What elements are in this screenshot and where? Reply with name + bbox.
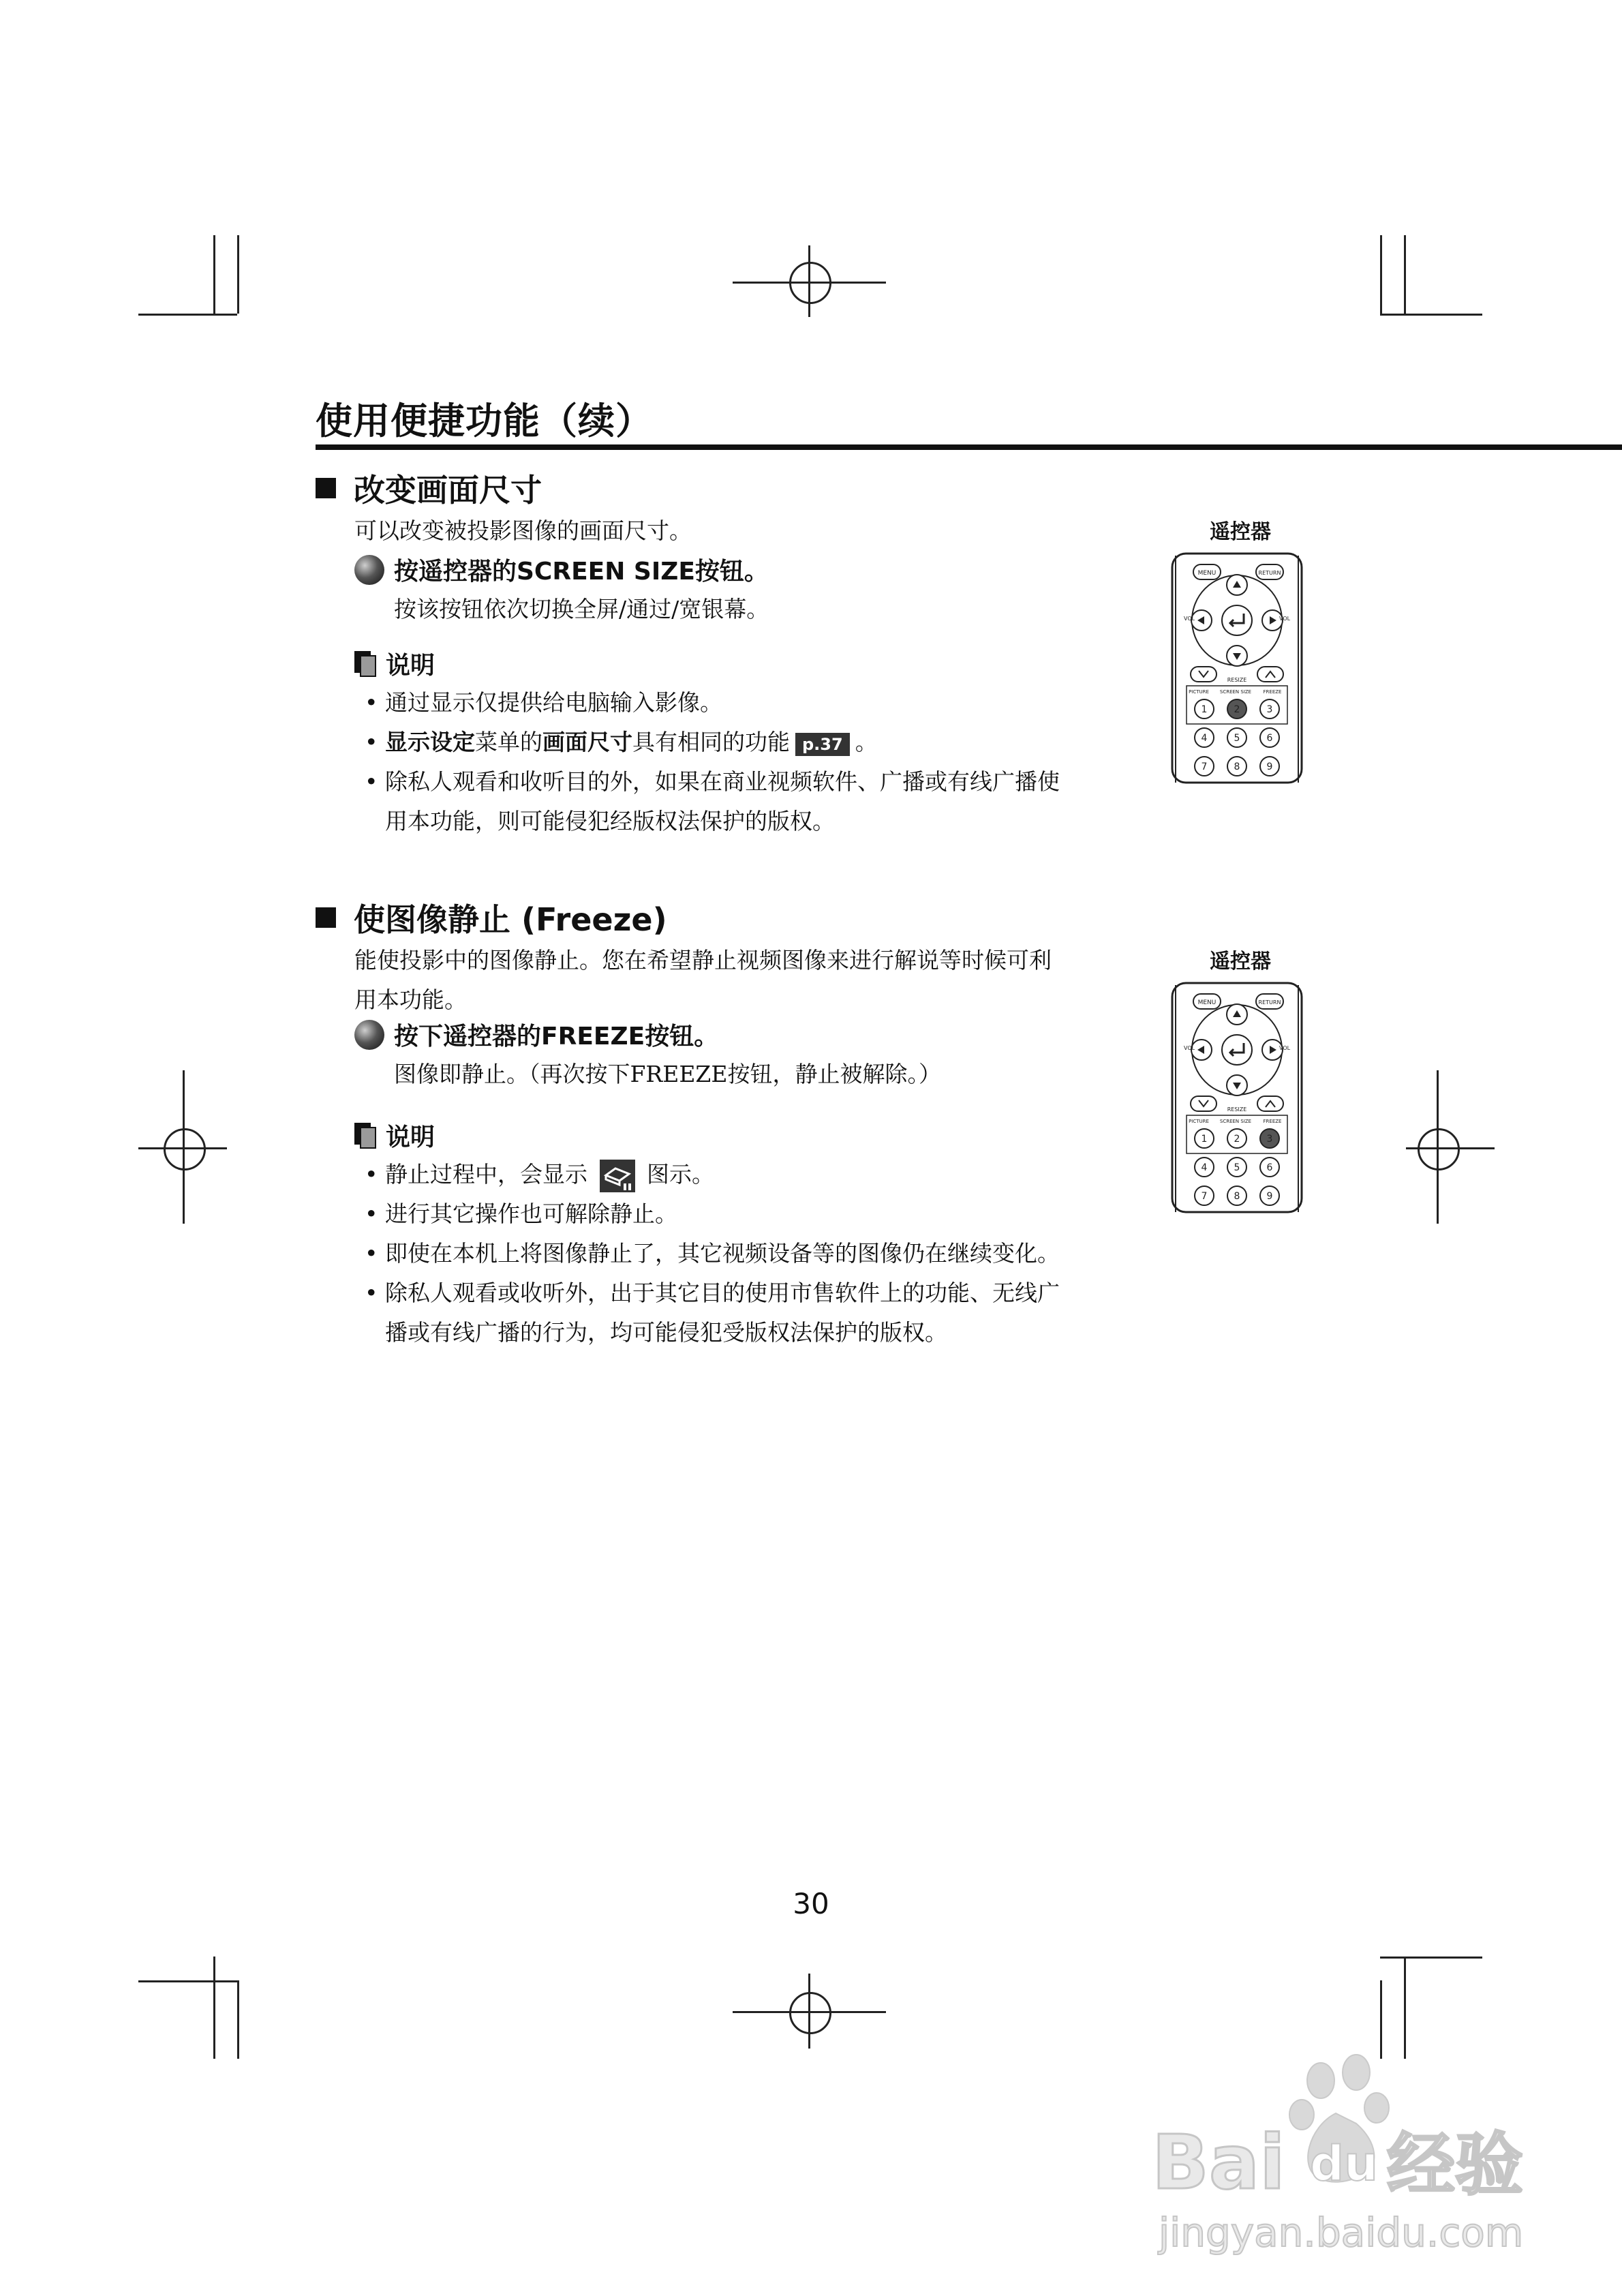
resize-label: RESIZE: [1227, 677, 1247, 683]
watermark-logo-text: Bai: [1152, 2119, 1285, 2206]
freeze-label: FREEZE: [1263, 689, 1282, 695]
section-heading-text: 使图像静止 (Freeze): [354, 901, 667, 938]
svg-text:5: 5: [1234, 733, 1240, 744]
svg-text:3: 3: [1266, 1134, 1273, 1145]
svg-text:7: 7: [1201, 761, 1208, 772]
list-item-text: 静止过程中，会显示: [385, 1161, 587, 1188]
vol-label: VOL: [1184, 1045, 1195, 1051]
step-ball-icon: [354, 555, 384, 585]
svg-text:2: 2: [1234, 704, 1240, 715]
note-icon: [354, 1123, 376, 1149]
svg-text:2: 2: [1234, 1134, 1240, 1145]
remote-label: 遥控器: [1210, 950, 1271, 973]
list-item: • 进行其它操作也可解除静止。: [365, 1194, 1135, 1234]
watermark-logo-text: du: [1310, 2136, 1378, 2192]
enter-button: [1222, 605, 1252, 635]
list-item-text: 除私人观看和收听目的外，如果在商业视频软件、广播或有线广播使: [385, 768, 1060, 795]
list-item: • 即使在本机上将图像静止了，其它视频设备等的图像仍在继续变化。: [365, 1234, 1135, 1273]
baidu-jingyan-watermark-logo: [1152, 2052, 1533, 2256]
title-rule: [316, 444, 1622, 450]
list-item: [365, 723, 1135, 762]
remote-label: 遥控器: [1210, 520, 1271, 544]
keypad: [1195, 699, 1279, 776]
svg-text:9: 9: [1266, 1191, 1273, 1202]
vol-label: VOL: [1279, 1045, 1291, 1051]
list-item-text: 。: [855, 729, 878, 755]
menu-name: 显示设定: [385, 729, 475, 755]
keypad: [1195, 1129, 1279, 1205]
note-heading-text: 说明: [386, 1123, 435, 1151]
list-item: • 通过显示仅提供给电脑输入影像。: [365, 683, 1135, 723]
menu-label: MENU: [1197, 999, 1216, 1006]
square-bullet-icon: [316, 907, 336, 928]
note-heading-text: 说明: [386, 652, 435, 680]
square-bullet-icon: [316, 478, 336, 498]
svg-text:3: 3: [1266, 704, 1273, 715]
list-item: [365, 1155, 1135, 1194]
svg-text:1: 1: [1201, 1134, 1208, 1145]
intro-text: 用本功能。: [354, 986, 467, 1013]
resize-label: RESIZE: [1227, 1106, 1247, 1113]
freeze-indicator-icon: [599, 1159, 636, 1193]
return-label: RETURN: [1258, 570, 1281, 576]
note-icon: [354, 651, 376, 677]
note-heading: [354, 1118, 435, 1153]
page-number: 30: [793, 1887, 829, 1920]
screen-size-label: SCREEN SIZE: [1219, 1119, 1252, 1124]
svg-text:6: 6: [1266, 733, 1273, 744]
watermark-logo-text: 经验: [1387, 2125, 1523, 2205]
resize-up-button: [1257, 1096, 1283, 1111]
svg-text:5: 5: [1234, 1162, 1240, 1173]
picture-label: PICTURE: [1189, 1119, 1209, 1124]
step-instruction: [354, 552, 769, 587]
section-heading-screen-size: [316, 466, 542, 511]
resize-down-button: [1191, 1096, 1216, 1111]
svg-text:8: 8: [1234, 761, 1240, 772]
intro-text: 能使投影中的图像静止。您在希望静止视频图像来进行解说等时候可利: [354, 947, 1052, 973]
screen-size-label: SCREEN SIZE: [1219, 689, 1252, 695]
list-item-text: 具有相同的功能: [632, 729, 790, 755]
list-item: [365, 1273, 1135, 1353]
page-reference-link[interactable]: p.37: [795, 733, 850, 756]
watermark-url-text: jingyan.baidu.com: [1159, 2209, 1524, 2256]
step-text: 按下遥控器的FREEZE按钮。: [394, 1023, 719, 1051]
vol-label: VOL: [1279, 616, 1291, 622]
svg-text:4: 4: [1201, 733, 1208, 744]
svg-text:6: 6: [1266, 1162, 1273, 1173]
note-list: [365, 683, 1135, 841]
svg-text:1: 1: [1201, 704, 1208, 715]
step-text: 按遥控器的SCREEN SIZE按钮。: [394, 558, 769, 586]
svg-text:8: 8: [1234, 1191, 1240, 1202]
picture-label: PICTURE: [1189, 689, 1209, 695]
resize-up-button: [1257, 667, 1283, 682]
note-list: [365, 1155, 1135, 1353]
remote-control-illustration: [1169, 552, 1305, 784]
svg-text:4: 4: [1201, 1162, 1208, 1173]
enter-button: [1222, 1035, 1252, 1065]
list-item-text: 图示。: [647, 1161, 714, 1188]
section-intro: 可以改变被投影图像的画面尺寸。: [354, 517, 692, 544]
section-heading-freeze: [316, 895, 667, 940]
menu-label: MENU: [1197, 570, 1216, 577]
remote-control-illustration: [1169, 982, 1305, 1213]
list-item: [365, 762, 1135, 841]
step-detail: 图像即静止。（再次按下FREEZE按钮，静止被解除。）: [394, 1061, 941, 1087]
svg-text:9: 9: [1266, 761, 1273, 772]
step-instruction: [354, 1017, 718, 1052]
return-label: RETURN: [1258, 999, 1281, 1006]
section-intro: [354, 941, 1052, 1020]
vol-label: VOL: [1184, 616, 1195, 622]
page-title: 使用便捷功能（续）: [316, 399, 653, 442]
resize-down-button: [1191, 667, 1216, 682]
list-item-text: 菜单的: [475, 729, 542, 755]
list-item-text: 用本功能，则可能侵犯经版权法保护的版权。: [385, 808, 835, 834]
note-heading: [354, 646, 435, 681]
menu-item-name: 画面尺寸: [542, 729, 632, 755]
step-ball-icon: [354, 1020, 384, 1050]
list-item-text: 除私人观看或收听外，出于其它目的使用市售软件上的功能、无线广: [385, 1280, 1060, 1306]
section-heading-text: 改变画面尺寸: [354, 472, 542, 509]
list-item-text: 播或有线广播的行为，均可能侵犯受版权法保护的版权。: [385, 1319, 947, 1346]
step-detail: 按该按钮依次切换全屏/通过/宽银幕。: [394, 596, 769, 622]
freeze-label: FREEZE: [1263, 1119, 1282, 1124]
svg-text:7: 7: [1201, 1191, 1208, 1202]
